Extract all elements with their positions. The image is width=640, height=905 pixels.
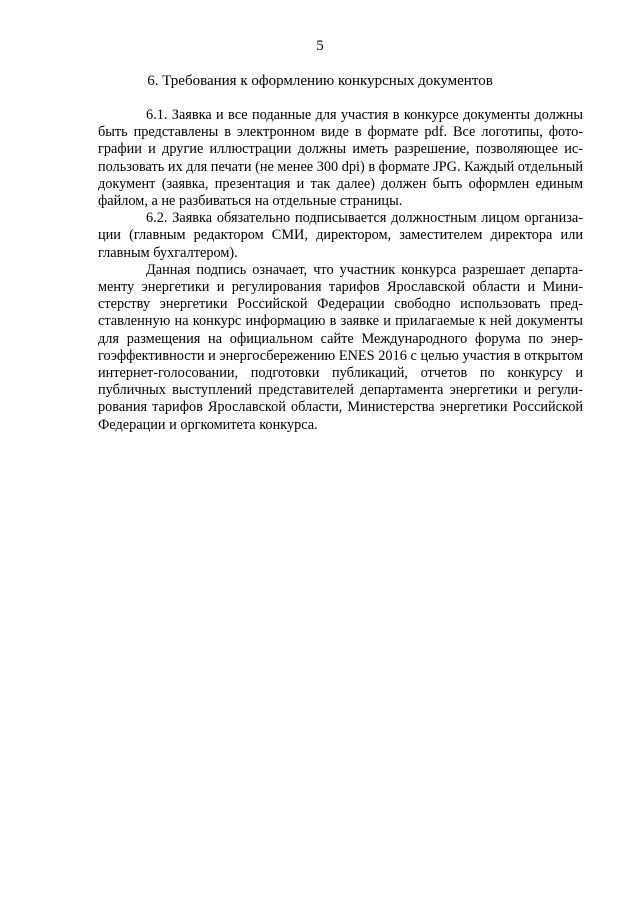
section-title: 6. Требования к оформлению конкурсных документов	[147, 73, 493, 89]
section-body	[98, 107, 583, 434]
paragraph-signature-meaning: Данная подпись означает, что участник конкурса разрешает департаменту энергетики и регулирования тарифов Ярославской области и Министерству энергетики Российской Федерации свободно использовать представленную на конкурс информацию в заявке и прилагаемые к ней документы для размещения на официальном сайте Международного форума по энергоэффективности и энергосбережению ENES 2016 с целью участия в открытом интернет-голосовании, подготовки публикаций, отчетов по конкурсу и публичных выступлений представителей департамента энергетики и регулирования тарифов Ярославской области, Министерства энергетики Российской Федерации и оргкомитета конкурса.	[98, 261, 583, 433]
paragraph-6-1: 6.1. Заявка и все поданные для участия в конкурсе документы должны быть представлены в электронном виде в формате pdf. Все логотипы, фотографии и другие иллюстрации должны иметь разрешение, позволяющее использовать их для печати (не менее 300 dpi) в формате JPG. Каждый отдельный документ (заявка, презентация и так далее) должен быть оформлен единым файлом, а не разбиваться на отдельные страницы.	[98, 107, 583, 210]
paragraph-6-2: 6.2. Заявка обязательно подписывается должностным лицом организации (главным редактором СМИ, директором, заместителем директора или главным бухгалтером).	[98, 210, 583, 261]
page-number: 5	[316, 38, 324, 54]
